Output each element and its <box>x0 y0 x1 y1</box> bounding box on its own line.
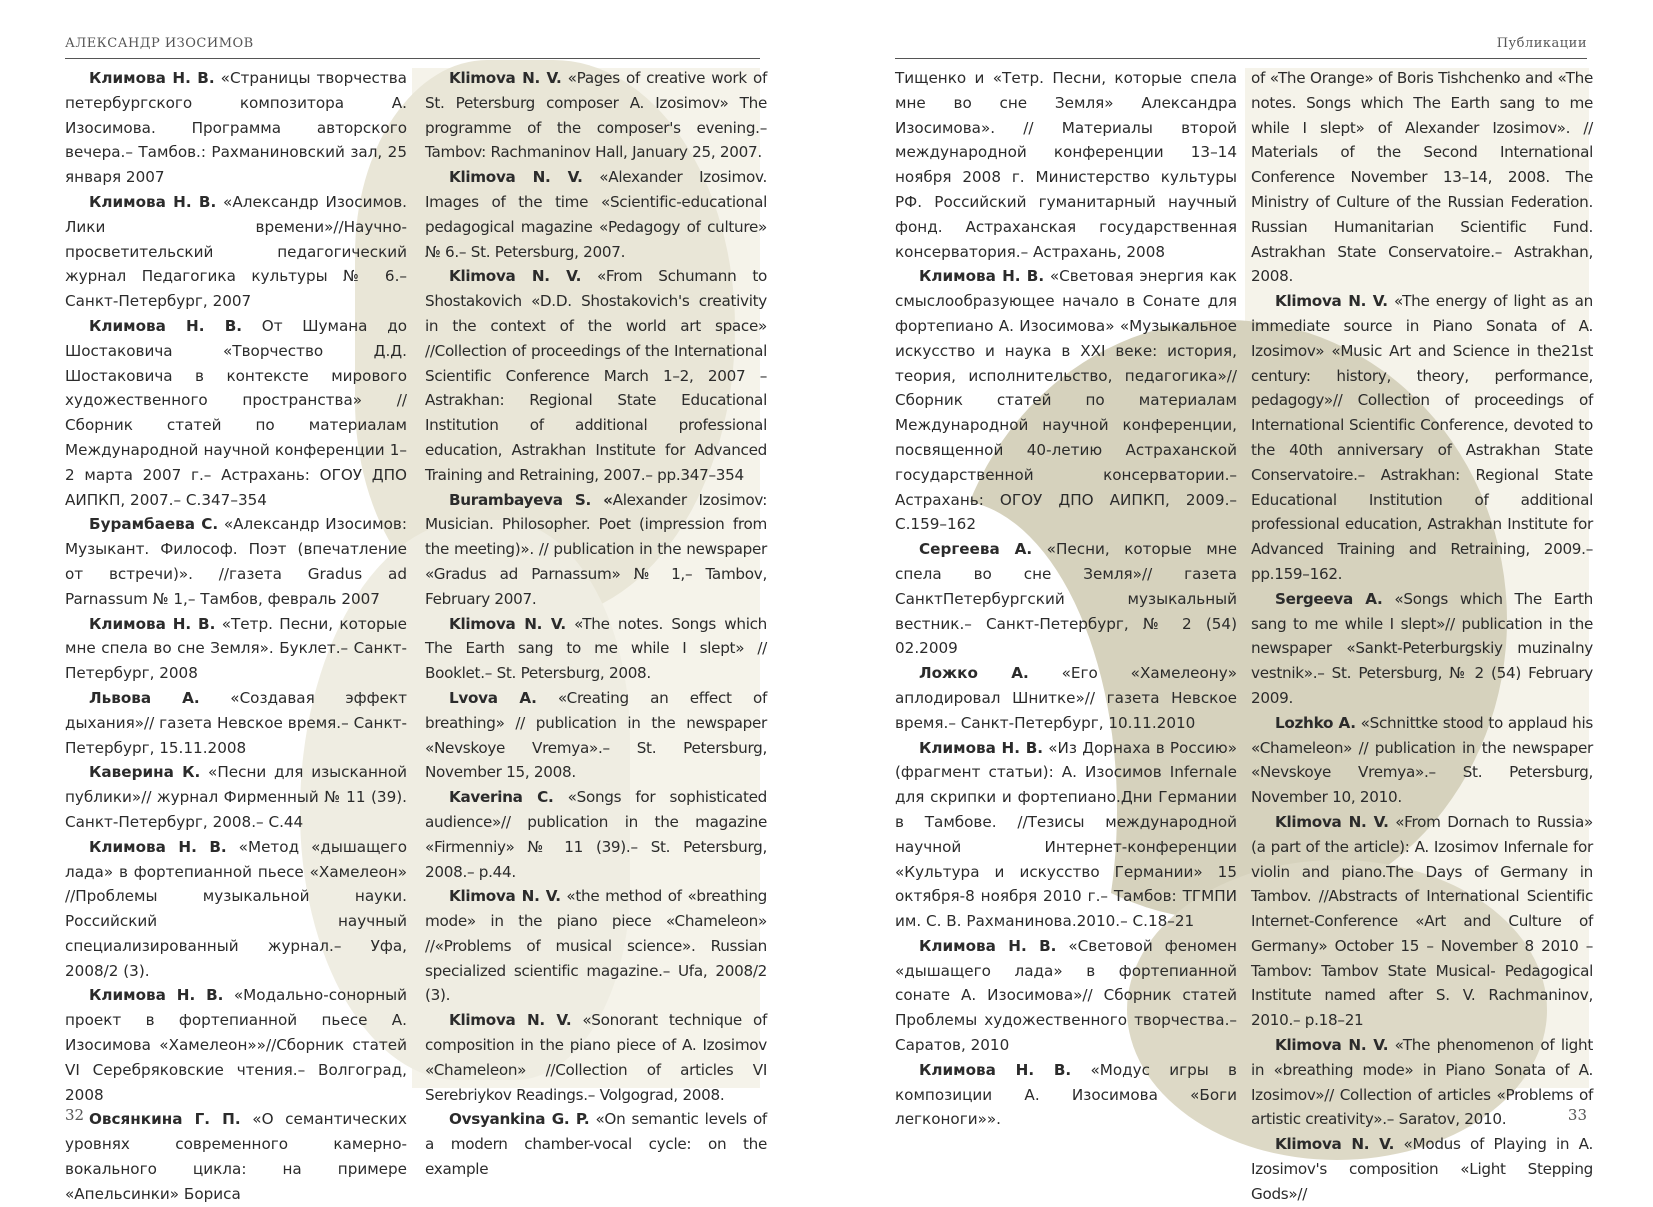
publication-entry <box>1251 1033 1593 1132</box>
publication-entry <box>65 66 407 190</box>
entry-author: Сергеева А. <box>919 540 1033 559</box>
column-russian <box>895 66 1237 1132</box>
entry-author: Burambayeva S. « <box>449 490 613 509</box>
entry-author: Бурамбаева С. <box>89 515 219 534</box>
publication-entry <box>65 1107 407 1206</box>
entry-text: of «The Orange» of Boris Tishchenko and «The notes. Songs which The Earth sang to me while I slept» of Alexander Izosimov». // Materials of the Second International Conference November 13–14, 2008. The Ministry of Culture of the Russian Federation. Russian Humanitarian Scientific Fund. Astrakhan State Conservatoire.– Astrakhan, 2008. <box>1251 69 1593 286</box>
publication-entry <box>895 264 1237 537</box>
entry-author: Климова Н. В. <box>89 192 217 211</box>
entry-text: «Из Дорнаха в Россию» (фрагмент статьи): А. Изосимов Infernale для скрипки и фортепиано.Дни Германии в Тамбове. //Тезисы международной научной Интернет-конференции «Культура и искусство Германии» 15 октября-8 ноября 2010 г.– Тамбов: ТГМПИ им. С. В. Рахманинова.2010.– С.18–21 <box>895 738 1238 931</box>
publication-entry <box>895 537 1237 661</box>
publication-entry <box>65 760 407 834</box>
publication-entry <box>65 512 407 611</box>
entry-author: Kaverina C. <box>449 788 554 807</box>
publication-entry <box>65 190 407 314</box>
entry-text: «Модус игры в композиции А. Изосимова «Боги легконоги»». <box>895 1060 1237 1129</box>
entry-text: «The energy of light as an immediate source in Piano Sonata of A. Izosimov» «Music Art and Science in the21st century: history, theory, performance, pedagogy»// Collection of proceedings of International Scientific Conference, devoted to the 40th anniversary of Astrakhan State Conservatoire.– Astrakhan: Regional State Educational Institution of additional professional education, Astrakhan Institute for Advanced Training and Retraining, 2009.– pp.159–162. <box>1251 292 1593 583</box>
publication-entry <box>895 1058 1237 1132</box>
entry-author: Ovsyankina G. P. <box>449 1110 590 1129</box>
entry-author: Овсянкина Г. П. <box>89 1110 241 1129</box>
entry-text: «Модально-сонорный проект в фортепианной пьесе А. Изосимова «Хамелеон»»//Сборник статей VI Серебряковские чтения.– Волгоград, 2008 <box>65 986 407 1104</box>
column-english <box>425 66 767 1182</box>
entry-author: Klimova N. V. <box>449 614 566 633</box>
entry-text: Тищенко и «Тетр. Песни, которые спела мне во сне Земля» Александра Изосимова». // Материалы второй международной конференции 13–14 ноября 2008 г. Министерство культуры РФ. Российский гуманитарный научный фонд. Астраханская государственная консерватория.– Астрахань, 2008 <box>895 69 1237 261</box>
publication-entry <box>895 736 1237 934</box>
publication-entry <box>425 488 767 612</box>
publication-entry <box>425 264 767 487</box>
publication-entry <box>895 934 1237 1058</box>
entry-author: Klimova N. V. <box>449 267 582 286</box>
entry-author: Львова А. <box>89 688 200 707</box>
publication-entry <box>65 612 407 686</box>
publication-entry <box>1251 1132 1593 1206</box>
entry-text: «From Schumann to Shostakovich «D.D. Shostakovich's creativity in the context of the world art space» //Collection of proceedings of the International Scientific Conference March 1–2, 2007 – Astrakhan: Regional State Educational Institution of additional professional education, Astrakhan Institute for Advanced Training and Retraining, 2007.– pp.347–354 <box>425 267 767 484</box>
entry-text: «Его «Хамелеону» аплодировал Шнитке»// газета Невское время.– Санкт-Петербург, 10.11.2010 <box>895 664 1238 732</box>
left-page <box>0 0 826 1203</box>
entry-text: «the method of «breathing mode» in the piano piece «Chameleon» //«Problems of musical science». Russian specialized scientific magazine.– Ufa, 2008/2 (3). <box>425 887 768 1005</box>
publication-entry <box>425 884 767 1008</box>
entry-author: Klimova N. V. <box>449 887 561 906</box>
entry-text: «From Dornach to Russia» (a part of the article): A. Izosimov Infernale for violin and piano.The Days of Germany in Tambov. //Abstracts of International Scientific Internet-Conference «Art and Culture of Germany» October 15 – November 8 2010 – Tambov: Tambov State Musical- Pedagogical Institute named after S. V. Rachmaninov, 2010.– p.18–21 <box>1251 812 1593 1030</box>
entry-author: Klimova N. V. <box>1275 292 1388 311</box>
publication-entry <box>425 1008 767 1107</box>
publication-entry <box>1251 711 1593 810</box>
publication-entry <box>895 661 1237 735</box>
entry-author: Климова Н. В. <box>89 614 216 633</box>
entry-text: «Creating an effect of breathing» // publication in the newspaper «Nevskoye Vremya».– St. Petersburg, November 15, 2008. <box>425 688 767 782</box>
entry-author: Sergeeva A. <box>1275 589 1383 608</box>
entry-text: «Александр Изосимов. Лики времени»//Научно-просветительский педагогический журнал Педагогика культуры № 6.– Санкт-Петербург, 2007 <box>65 192 407 311</box>
entry-author: Klimova N. V. <box>1275 1135 1395 1154</box>
publication-entry <box>1251 810 1593 1033</box>
publication-entry <box>1251 289 1593 587</box>
entry-text: «Световая энергия как смыслообразующее начало в Сонате для фортепиано А. Изосимова» «Музыкальное искусство и наука в XXI веке: история, теория, исполнительство, педагогика»// Сборник статей по материалам Международной научной конференции, посвященной 40-летию Астраханской государственной консерватории.– Астрахань: ОГОУ ДПО АИПКП, 2009.– С.159–162 <box>895 267 1237 534</box>
entry-author: Klimova N. V. <box>1275 812 1389 831</box>
entry-author: Klimova N. V. <box>449 1011 572 1030</box>
publication-entry <box>425 785 767 884</box>
column-english <box>1251 66 1593 1207</box>
publication-entry <box>425 1107 767 1181</box>
entry-author: Klimova N. V. <box>449 168 583 187</box>
entry-text: «Sonorant technique of composition in the piano piece of A. Izosimov «Chameleon» //Collection of articles VI Serebriykov Readings.– Volgograd, 2008. <box>425 1011 767 1104</box>
entry-author: Каверина К. <box>89 763 201 782</box>
running-header: Публикации <box>895 36 1587 59</box>
entry-text: «Alexander Izosimov. Images of the time «Scientific-educational pedagogical magazine «Pedagogy of culture» № 6.– St. Petersburg, 2007. <box>425 168 767 261</box>
publication-entry <box>425 66 767 165</box>
entry-text: «Тетр. Песни, которые мне спела во сне Земля». Буклет.– Санкт-Петербург, 2008 <box>65 614 407 683</box>
entry-text: «Songs for sophisticated audience»// publication in the magazine «Firmenniy» № 11 (39).– St. Petersburg, 2008.– p.44. <box>425 788 767 881</box>
entry-text: «The notes. Songs which The Earth sang to me while I slept» // Booklet.– St. Petersburg, 2008. <box>425 614 767 683</box>
entry-author: Климова Н. В. <box>919 267 1045 286</box>
publication-entry <box>425 686 767 785</box>
running-header: АЛЕКСАНДР ИЗОСИМОВ <box>65 36 760 59</box>
publication-entry <box>65 835 407 984</box>
entry-text: «Световой феномен «дышащего лада» в фортепианной сонате А. Изосимова»// Сборник статей Проблемы художественного творчества.– Саратов, 2010 <box>895 936 1237 1055</box>
entry-text: «Создавая эффект дыхания»// газета Невское время.– Санкт-Петербург, 15.11.2008 <box>65 688 408 757</box>
publication-entry <box>425 612 767 686</box>
entry-author: Климова Н. В. <box>919 738 1044 757</box>
entry-author: Климова Н. В. <box>89 316 243 335</box>
entry-author: Климова Н. В. <box>89 69 215 87</box>
entry-text: «О семантических уровнях современного камерно-вокального цикла: на примере «Апельсинки» Бориса <box>65 1110 407 1203</box>
entry-text: «Schnittke stood to applaud his «Chameleon» // publication in the newspaper «Nevskoye Vremya».– St. Petersburg, November 10, 2010. <box>1251 713 1593 807</box>
entry-text: «Страницы творчества петербургского композитора А. Изосимова. Программа авторского вечера.– Тамбов.: Рахманиновский зал, 25 января 2007 <box>65 69 407 187</box>
entry-text: «The phenomenon of light in «breathing mode» in Piano Sonata of A. Izosimov»// Collection of articles «Problems of artistic creativity».– Saratov, 2010. <box>1251 1036 1594 1129</box>
page-number: 33 <box>1567 1106 1587 1124</box>
entry-author: Климова Н. В. <box>919 936 1057 955</box>
publication-entry <box>895 66 1237 264</box>
entry-author: Климова Н. В. <box>89 837 227 856</box>
entry-text: «Modus of Playing in A. Izosimov's composition «Light Stepping Gods»// <box>1251 1135 1593 1203</box>
entry-text: «Песни, которые мне спела во сне Земля»// газета СанктПетербургский музыкальный вестник.– Санкт-Петербург, № 2 (54) 02.2009 <box>895 540 1237 658</box>
entry-text: «Александр Изосимов: Музыкант. Философ. Поэт (впечатление от встречи)». //газета Gradus ad Parnassum № 1,– Тамбов, февраль 2007 <box>65 515 407 608</box>
entry-author: Klimova N. V. <box>449 69 562 87</box>
entry-author: Klimova N. V. <box>1275 1036 1389 1055</box>
entry-text: От Шумана до Шостаковича «Творчество Д.Д. Шостаковича в контексте мирового художественного пространства» //Сборник статей по материалам Международной научной конференции 1–2 марта 2007 г.– Астрахань: ОГОУ ДПО АИПКП, 2007.– С.347–354 <box>65 316 407 509</box>
publication-entry <box>65 686 407 760</box>
column-russian <box>65 66 407 1207</box>
entry-text: «Pages of creative work of St. Petersburg composer A. Izosimov» The programme of the composer's evening.– Tambov: Rachmaninov Hall, January 25, 2007. <box>425 69 767 162</box>
publication-entry <box>65 983 407 1107</box>
entry-author: Климова Н. В. <box>919 1060 1072 1079</box>
entry-text: «Песни для изысканной публики»// журнал Фирменный № 11 (39). Санкт-Петербург, 2008.– С.44 <box>65 763 407 831</box>
entry-author: Климова Н. В. <box>89 986 224 1005</box>
right-page <box>827 0 1653 1203</box>
publication-entry <box>65 314 407 512</box>
publication-entry <box>1251 66 1593 289</box>
entry-author: Ложко А. <box>919 664 1029 683</box>
page-number: 32 <box>65 1106 85 1124</box>
entry-author: Lvova A. <box>449 688 537 707</box>
entry-text: «Songs which The Earth sang to me while I slept»// publication in the newspaper «Sankt-Peterburgskiy muzinalny vestnik».– St. Petersburg, № 2 (54) February 2009. <box>1251 589 1593 707</box>
entry-text: Alexander Izosimov: Musician. Philosopher. Poet (impression from the meeting)». // publication in the newspaper «Gradus ad Parnassum» № 1,– Tambov, February 2007. <box>425 490 768 608</box>
entry-author: Lozhko A. <box>1275 713 1356 732</box>
publication-entry <box>1251 587 1593 711</box>
entry-text: «On semantic levels of a modern chamber-vocal cycle: on the example <box>425 1110 767 1179</box>
publication-entry <box>425 165 767 264</box>
entry-text: «Метод «дышащего лада» в фортепианной пьесе «Хамелеон» //Проблемы музыкальной науки. Российский научный специализированный журнал.– Уфа, 2008/2 (3). <box>65 837 407 980</box>
